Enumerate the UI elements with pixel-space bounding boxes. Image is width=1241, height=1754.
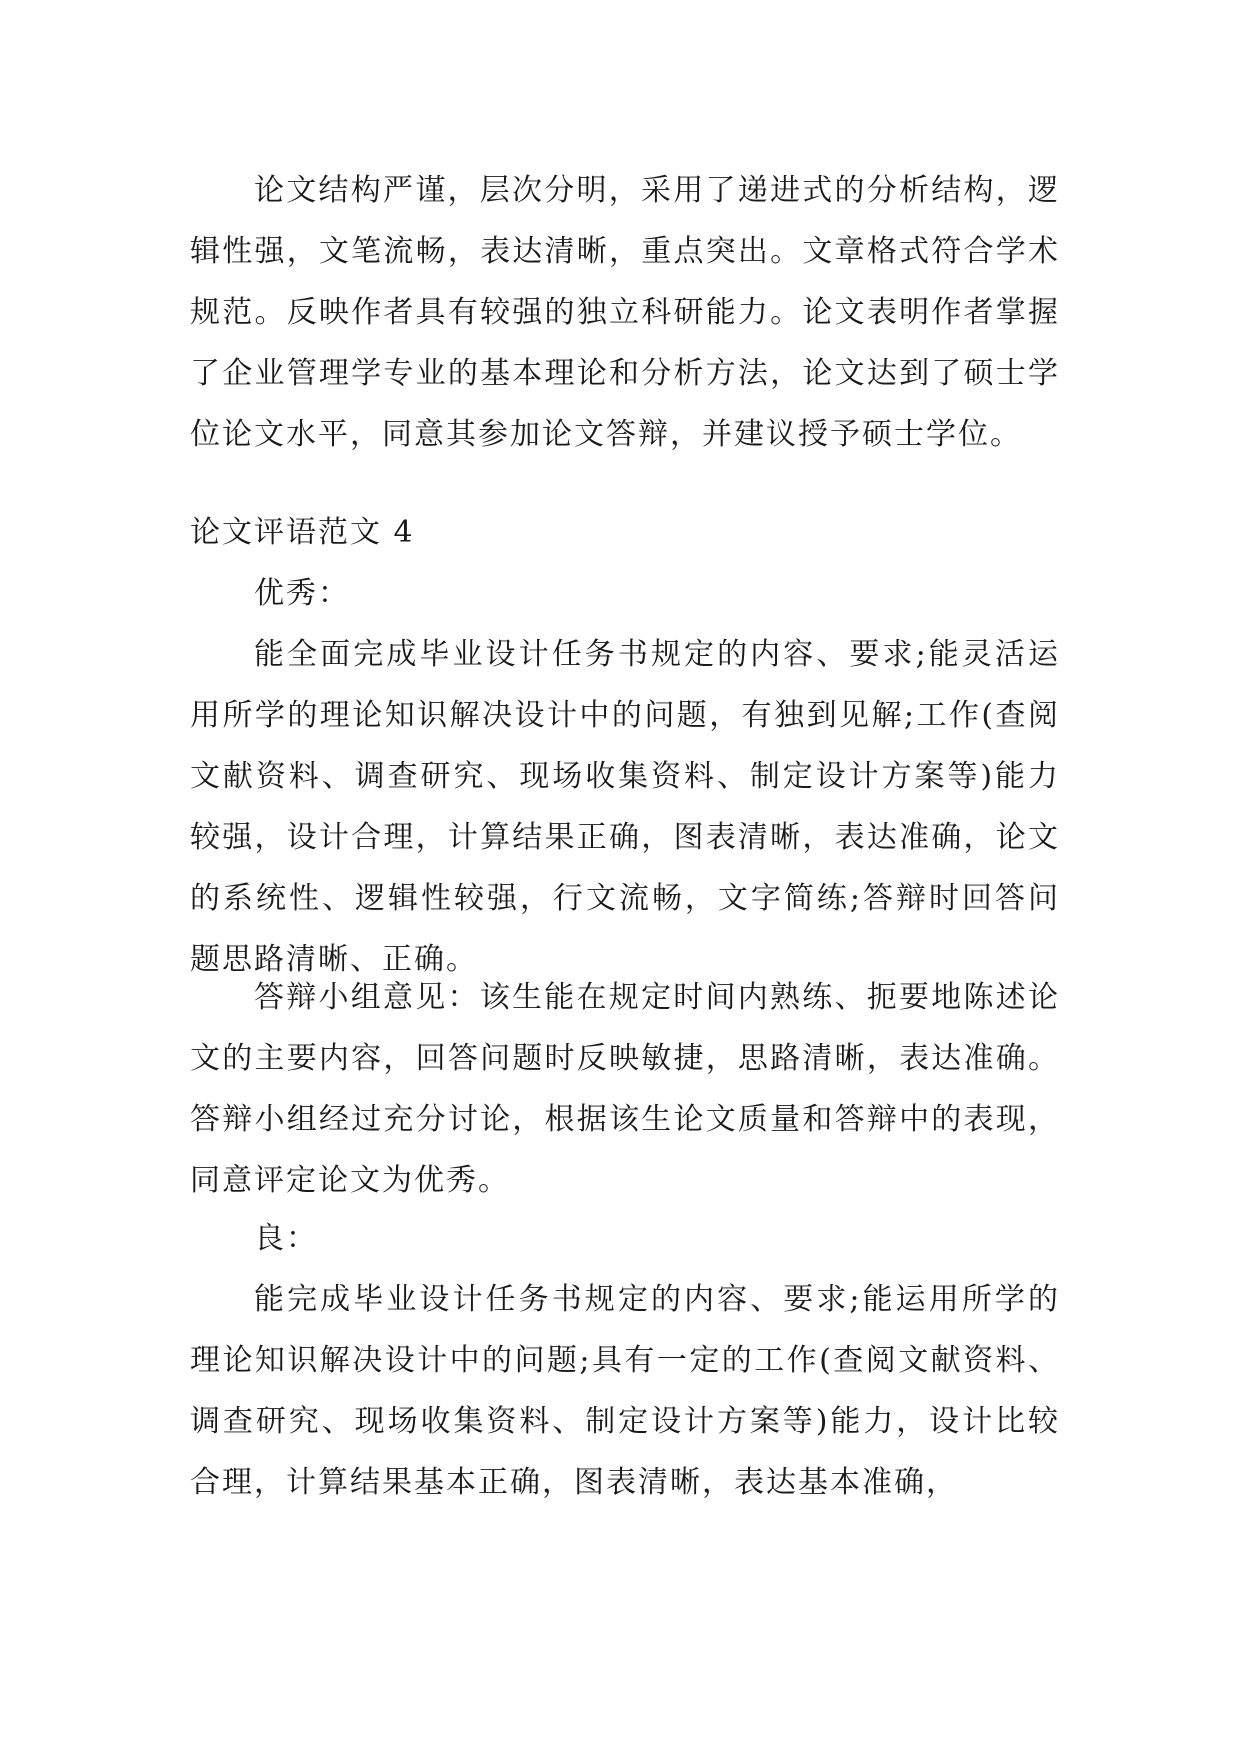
paragraph-thesis-structure: 论文结构严谨，层次分明，采用了递进式的分析结构，逻辑性强，文笔流畅，表达清晰，重点突出。文章格式符合学术规范。反映作者具有较强的独立科研能力。论文表明作者掌握了企业管理学专业的基本理论和分析方法，论文达到了硕士学位论文水平，同意其参加论文答辩，并建议授予硕士学位。: [190, 173, 1060, 452]
paragraph-good: 能完成毕业设计任务书规定的内容、要求;能运用所学的理论知识解决设计中的问题;具有一定的工作(查阅文献资料、调查研究、现场收集资料、制定设计方案等)能力，设计比较合理，计算结果基本正确，图表清晰，表达基本准确，: [190, 1282, 1060, 1500]
paragraph-defense-excellent: 答辩小组意见：该生能在规定时间内熟练、扼要地陈述论文的主要内容，回答问题时反映敏捷，思路清晰，表达准确。答辩小组经过充分讨论，根据该生论文质量和答辩中的表现，同意评定论文为优秀。: [190, 980, 1060, 1198]
section-title: 论文评语范文 4: [190, 515, 415, 550]
label-good: 良：: [254, 1221, 318, 1256]
label-excellent: 优秀：: [254, 576, 350, 611]
paragraph-excellent: 能全面完成毕业设计任务书规定的内容、要求;能灵活运用所学的理论知识解决设计中的问题，有独到见解;工作(查阅文献资料、调查研究、现场收集资料、制定设计方案等)能力较强，设计合理，计算结果正确，图表清晰，表达准确，论文的系统性、逻辑性较强，行文流畅，文字简练;答辩时回答问题思路清晰、正确。: [190, 637, 1060, 977]
